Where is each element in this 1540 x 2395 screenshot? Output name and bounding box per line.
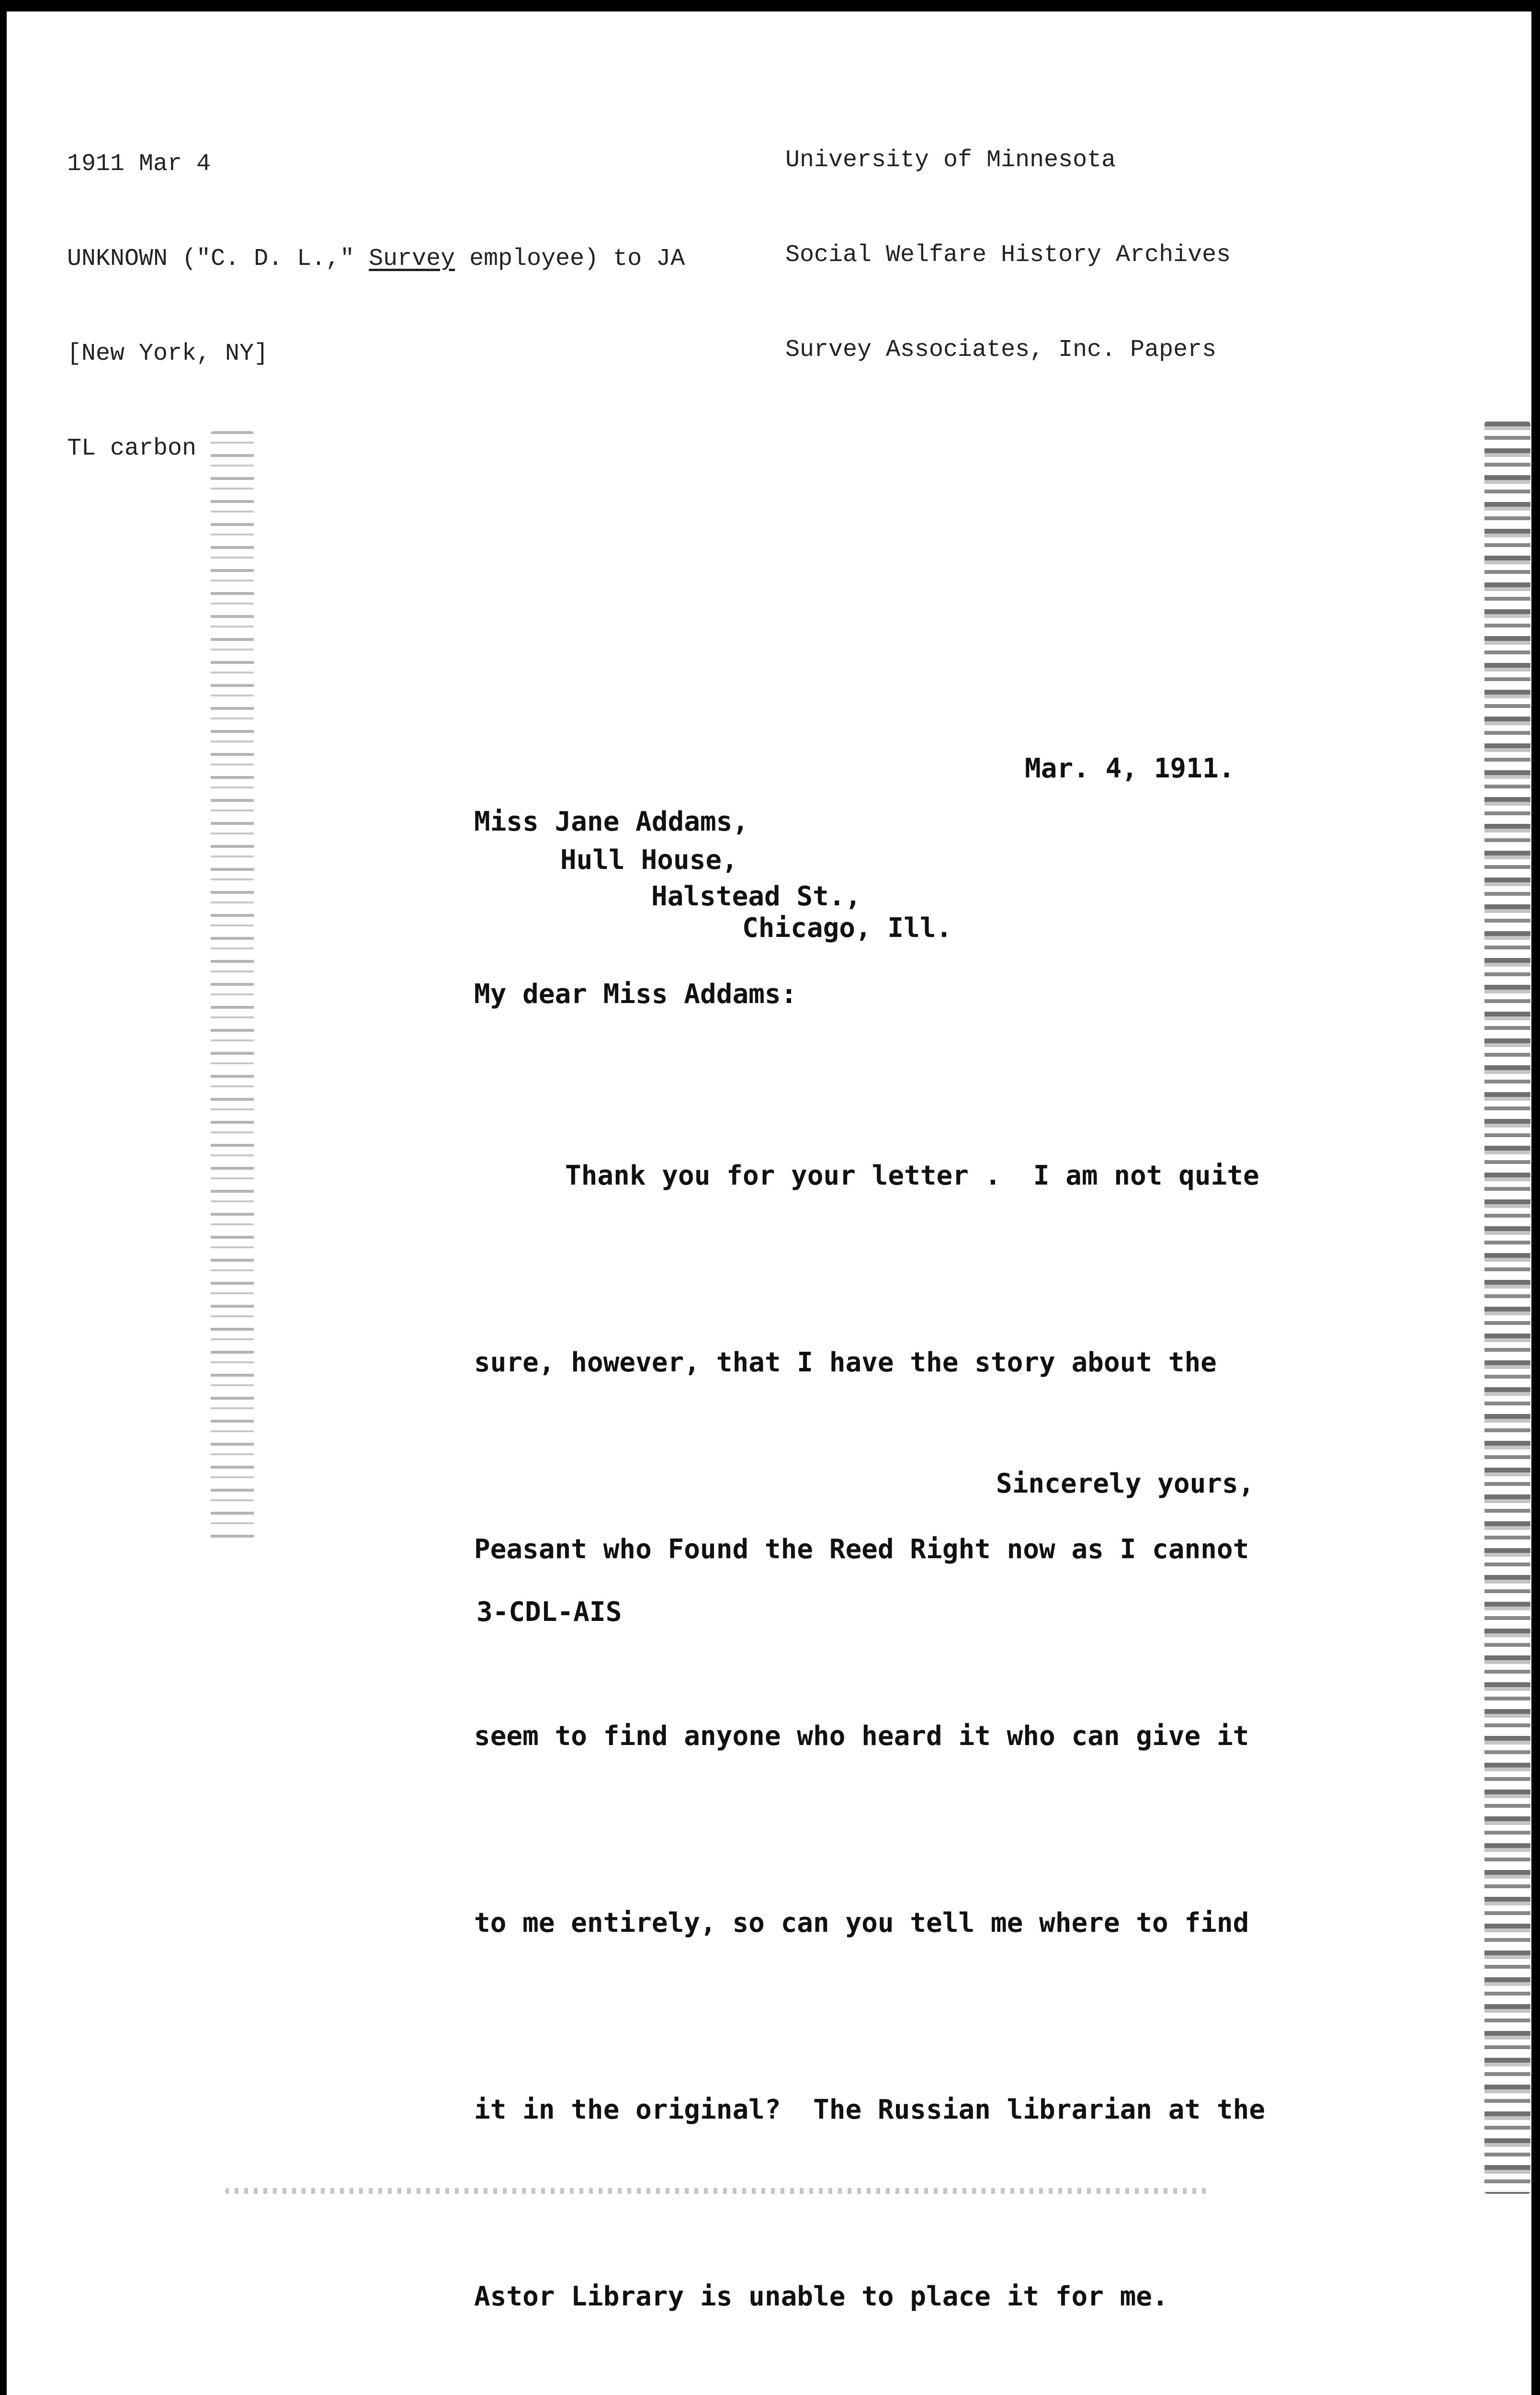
body-line: seem to find anyone who heard it who can give it: [474, 1721, 1249, 1752]
carbon-smudge-right: [1484, 422, 1530, 2194]
scan-border-left: [0, 0, 7, 2395]
archive-collection: Social Welfare History Archives: [785, 241, 1231, 269]
archive-header-right: [785, 81, 1231, 429]
archive-author: [67, 243, 685, 275]
address-name: Miss Jane Addams,: [474, 806, 749, 837]
body-line: Thank you for your letter . I am not quite: [565, 1160, 1259, 1191]
address-line-2: Hull House,: [560, 844, 738, 876]
archive-type: TL carbon: [67, 435, 197, 462]
archive-institution: University of Minnesota: [785, 147, 1116, 174]
salutation: My dear Miss Addams:: [474, 979, 797, 1010]
closing: Sincerely yours,: [996, 1468, 1255, 1499]
body-line: Astor Library is unable to place it for me.: [474, 2281, 1168, 2312]
letter-body: [474, 1020, 1265, 2395]
reference-initials: 3-CDL-AIS: [476, 1597, 622, 1628]
address-line-4: Chicago, Ill.: [742, 912, 952, 944]
archive-papers: Survey Associates, Inc. Papers: [785, 336, 1217, 364]
body-line: it in the original? The Russian librarian at the: [474, 2094, 1266, 2125]
scan-border-top: [0, 0, 1540, 11]
archive-author-survey: Survey: [369, 245, 455, 273]
archive-author-suffix: employee) to JA: [455, 245, 685, 273]
body-line: Peasant who Found the Reed Right now as I cannot: [474, 1534, 1249, 1565]
address-line-3: Halstead St.,: [651, 881, 861, 912]
carbon-smudge-left: [211, 431, 254, 1542]
archive-author-prefix: UNKNOWN ("C. D. L.,": [67, 245, 369, 273]
archive-place: [New York, NY]: [67, 340, 269, 367]
scan-border-right: [1531, 0, 1540, 2395]
letter-date: Mar. 4, 1911.: [1025, 753, 1235, 784]
body-line: to me entirely, so can you tell me where to find: [474, 1907, 1249, 1939]
body-line: sure, however, that I have the story about the: [474, 1347, 1217, 1378]
archive-date: 1911 Mar 4: [67, 150, 211, 178]
archive-header-left: [67, 85, 685, 528]
